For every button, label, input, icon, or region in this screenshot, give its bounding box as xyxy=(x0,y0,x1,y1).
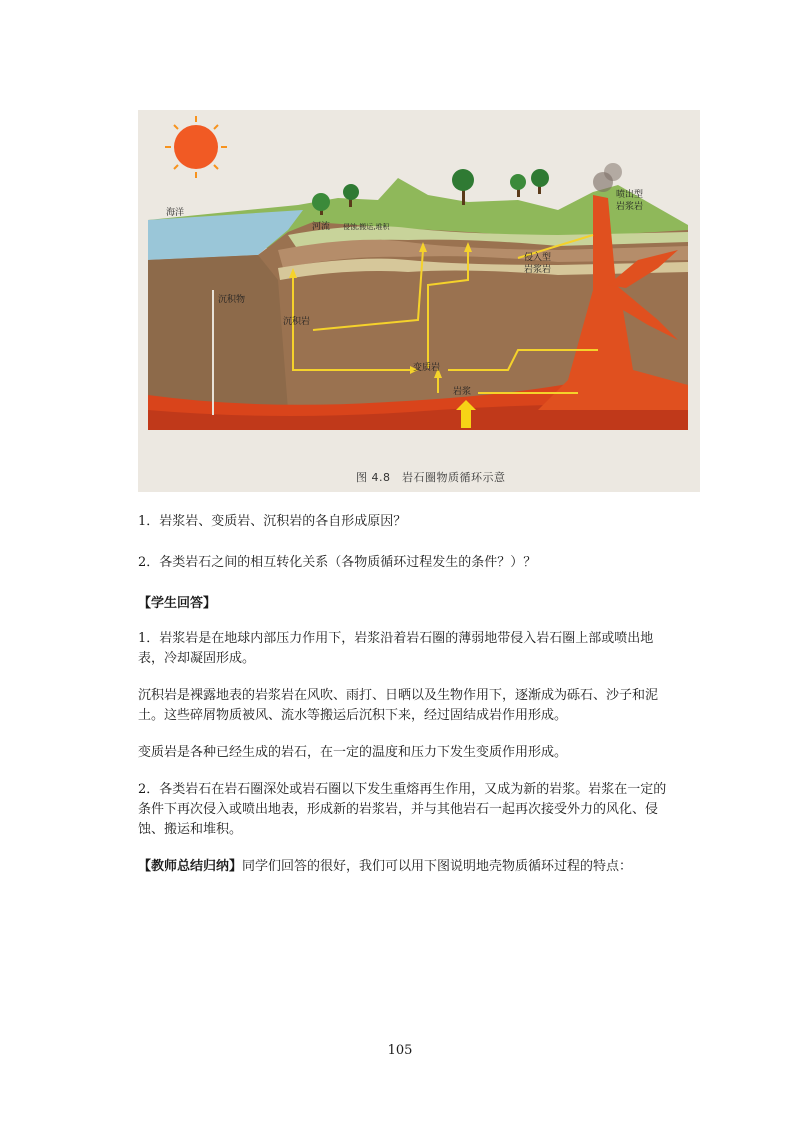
sun-icon xyxy=(165,116,227,178)
label-sedimentary-rock: 沉积岩 xyxy=(283,317,311,327)
page-number: 105 xyxy=(387,1043,413,1058)
teacher-text: 同学们回答的很好，我们可以用下图说明地壳物质循环过程的特点： xyxy=(242,859,633,874)
teacher-heading: 【教师总结归纳】 xyxy=(138,859,243,874)
answer-4: 2．各类岩石在岩石圈深处或岩石圈以下发生重熔再生作用，又成为新的岩浆。岩浆在一定的条件下再次侵入或喷出地表，形成新的岩浆岩，并与其他岩石一起再次接受外力的风化、侵蚀、搬运和堆积。 xyxy=(138,782,667,837)
answer-3: 变质岩是各种已经生成的岩石，在一定的温度和压力下发生变质作用形成。 xyxy=(138,745,568,760)
answer-2: 沉积岩是裸露地表的岩浆岩在风吹、雨打、日晒以及生物作用下，逐渐成为砾石、沙子和泥土。这些碎屑物质被风、流水等搬运后沉积下来，经过固结成岩作用形成。 xyxy=(138,688,659,723)
rock-cycle-figure xyxy=(138,110,700,492)
label-sediment: 沉积物 xyxy=(218,295,246,305)
label-extrusive-rock: 岩浆岩 xyxy=(616,202,644,212)
label-intrusive: 侵入型 xyxy=(524,253,552,263)
answer-1: 1．岩浆岩是在地球内部压力作用下，岩浆沿着岩石圈的薄弱地带侵入岩石圈上部或喷出地表，冷却凝固形成。 xyxy=(138,631,654,666)
question-1: 1．岩浆岩、变质岩、沉积岩的各自形成原因？ xyxy=(138,514,407,529)
question-2: 2．各类岩石之间的相互转化关系（各物质循环过程发生的条件？）？ xyxy=(138,555,537,570)
label-river: 河流 xyxy=(312,222,331,232)
student-heading: 【学生回答】 xyxy=(138,596,217,611)
label-ocean: 海洋 xyxy=(166,208,185,218)
teacher-paragraph xyxy=(138,857,678,877)
figure-caption: 图 4.8 岩石圈物质循环示意 xyxy=(356,471,506,484)
label-river-deposit: 侵蚀,搬运,堆积 xyxy=(343,223,390,231)
label-intrusive-rock: 岩浆岩 xyxy=(524,265,552,275)
label-extrusive: 喷出型 xyxy=(616,190,644,200)
label-metamorphic-rock: 变质岩 xyxy=(413,363,441,373)
label-magma: 岩浆 xyxy=(453,387,472,397)
